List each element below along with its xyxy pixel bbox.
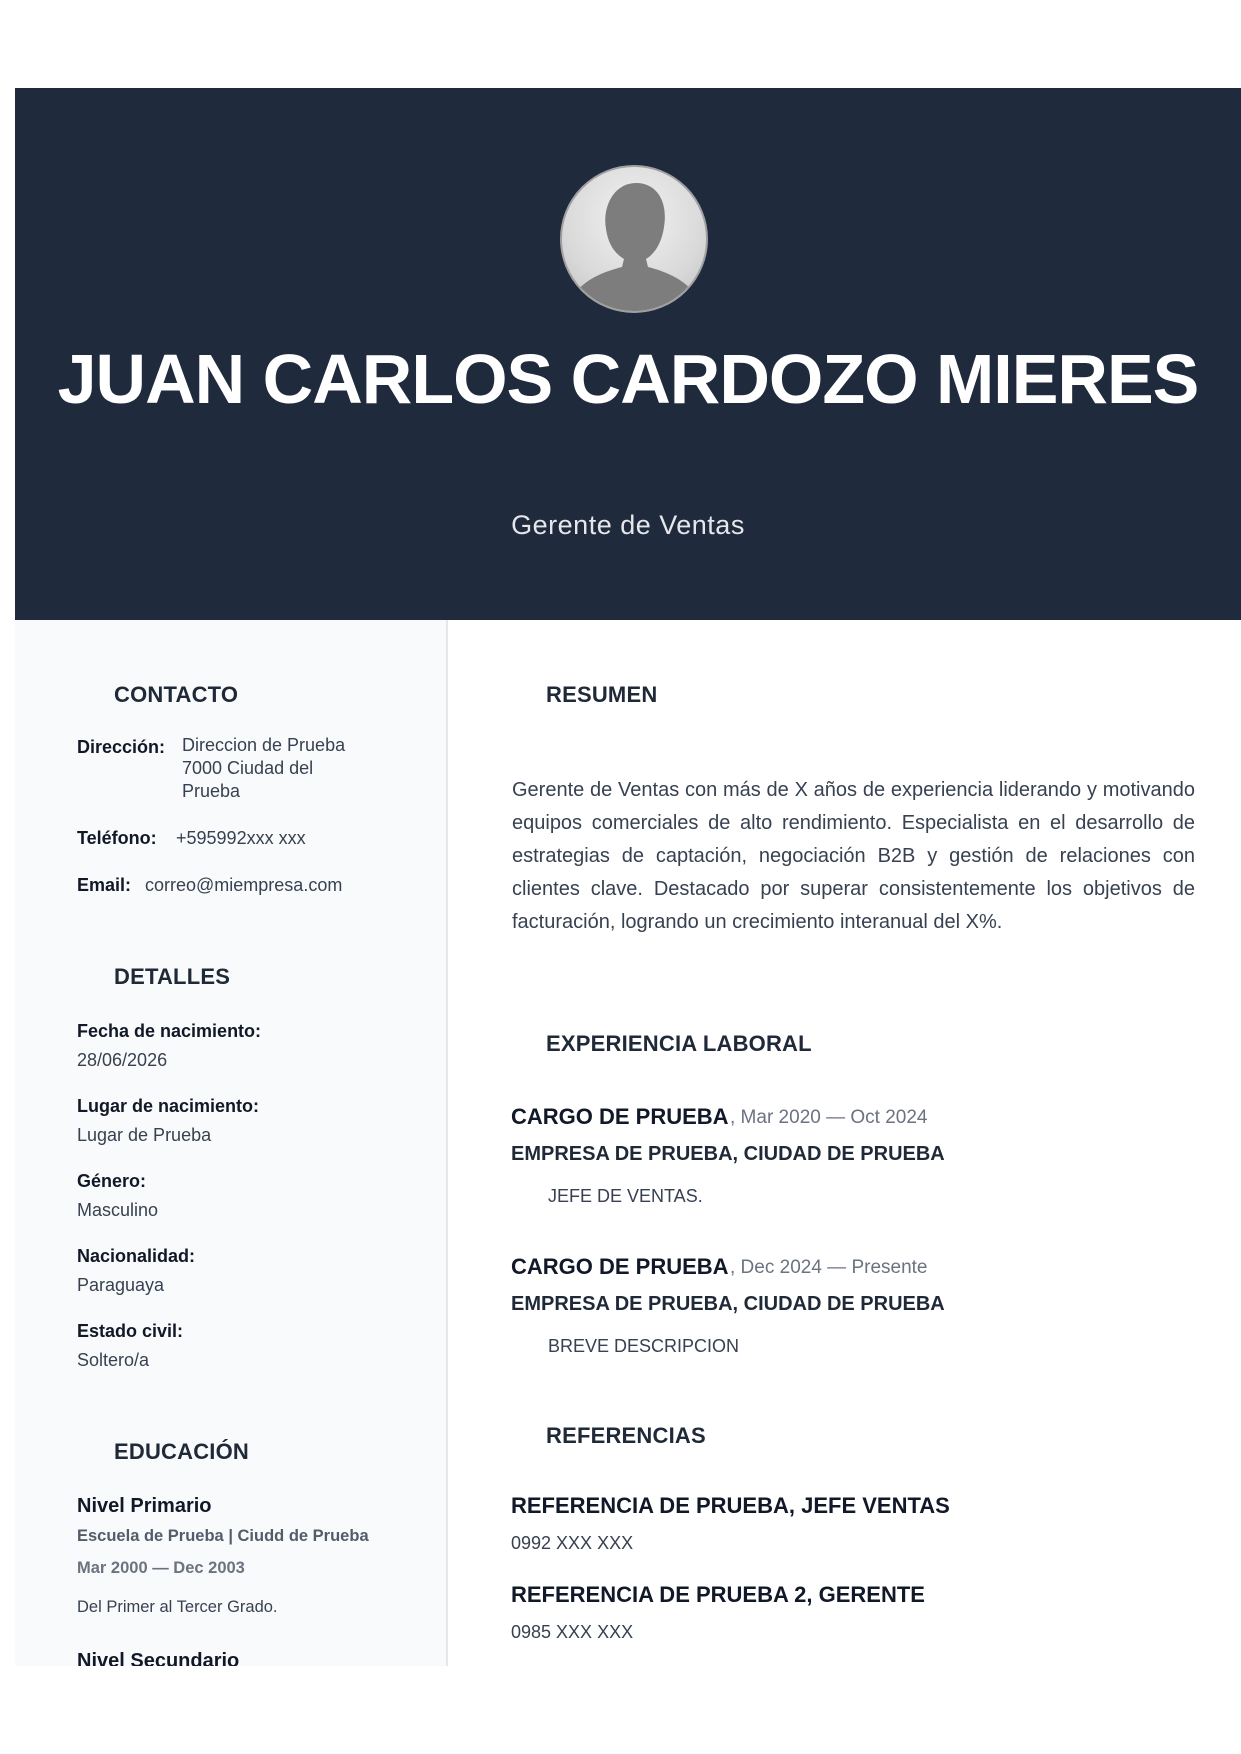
address-line-1: Direccion de Prueba bbox=[182, 735, 346, 755]
reference-name: REFERENCIA DE PRUEBA 2, GERENTE bbox=[511, 1582, 925, 1607]
references-heading: REFERENCIAS bbox=[546, 1423, 706, 1448]
email-label: Email: bbox=[77, 875, 132, 895]
phone-value: +595992xxx xxx bbox=[176, 828, 306, 848]
address-label: Dirección: bbox=[77, 737, 166, 757]
nationality-value: Paraguaya bbox=[77, 1275, 165, 1295]
reference-name: REFERENCIA DE PRUEBA, JEFE VENTAS bbox=[511, 1493, 950, 1518]
candidate-name: JUAN CARLOS CARDOZO MIERES bbox=[57, 340, 1199, 418]
address-line-3: Prueba bbox=[182, 781, 241, 801]
details-heading: DETALLES bbox=[114, 964, 231, 989]
education-school: Escuela de Prueba | Ciudd de Prueba bbox=[77, 1527, 369, 1545]
candidate-title: Gerente de Ventas bbox=[511, 510, 745, 540]
education-heading: EDUCACIÓN bbox=[114, 1439, 250, 1464]
gender-value: Masculino bbox=[77, 1200, 159, 1220]
education-description: Del Primer al Tercer Grado. bbox=[77, 1598, 278, 1616]
summary-heading: RESUMEN bbox=[546, 682, 658, 707]
education-level: Nivel Secundario bbox=[77, 1650, 240, 1666]
birthplace-value: Lugar de Prueba bbox=[77, 1125, 212, 1145]
job-description: BREVE DESCRIPCION bbox=[548, 1336, 740, 1356]
education-level: Nivel Primario bbox=[77, 1495, 212, 1517]
gender-label: Género: bbox=[77, 1171, 147, 1191]
birthdate-label: Fecha de nacimiento: bbox=[77, 1021, 262, 1041]
job-description: JEFE DE VENTAS. bbox=[548, 1186, 703, 1206]
birthdate-value: 28/06/2026 bbox=[77, 1050, 168, 1070]
job-dates: , Dec 2024 — Presente bbox=[730, 1257, 928, 1278]
education-item-clip bbox=[77, 1648, 417, 1666]
job-role: CARGO DE PRUEBA bbox=[511, 1104, 729, 1129]
email-value[interactable]: correo@miempresa.com bbox=[145, 875, 343, 895]
reference-phone: 0992 XXX XXX bbox=[511, 1533, 634, 1553]
address-line-2: 7000 Ciudad del bbox=[182, 758, 314, 778]
experience-heading: EXPERIENCIA LABORAL bbox=[546, 1031, 812, 1056]
job-dates: , Mar 2020 — Oct 2024 bbox=[730, 1107, 928, 1128]
birthplace-label: Lugar de nacimiento: bbox=[77, 1096, 260, 1116]
job-company: EMPRESA DE PRUEBA, CIUDAD DE PRUEBA bbox=[511, 1293, 945, 1315]
person-silhouette-icon bbox=[562, 167, 706, 311]
marital-status-label: Estado civil: bbox=[77, 1321, 184, 1341]
marital-status-value: Soltero/a bbox=[77, 1350, 150, 1370]
job-company: EMPRESA DE PRUEBA, CIUDAD DE PRUEBA bbox=[511, 1143, 945, 1165]
summary-text: Gerente de Ventas con más de X años de experiencia liderando y motivando equipos comerciales de alto rendimiento. Especialista en el desarrollo de estrategias de captación, negociación B2B y gestión de relaciones con clientes clave. Destacado por superar consistentemente los objetivos de facturación, logrando un crecimiento interanual del X%. bbox=[512, 779, 1195, 933]
job-role: CARGO DE PRUEBA bbox=[511, 1254, 729, 1279]
education-dates: Mar 2000 — Dec 2003 bbox=[77, 1559, 245, 1577]
phone-label: Teléfono: bbox=[77, 828, 157, 848]
reference-phone: 0985 XXX XXX bbox=[511, 1622, 634, 1642]
avatar bbox=[560, 165, 708, 313]
nationality-label: Nacionalidad: bbox=[77, 1246, 196, 1266]
contact-heading: CONTACTO bbox=[114, 682, 239, 707]
